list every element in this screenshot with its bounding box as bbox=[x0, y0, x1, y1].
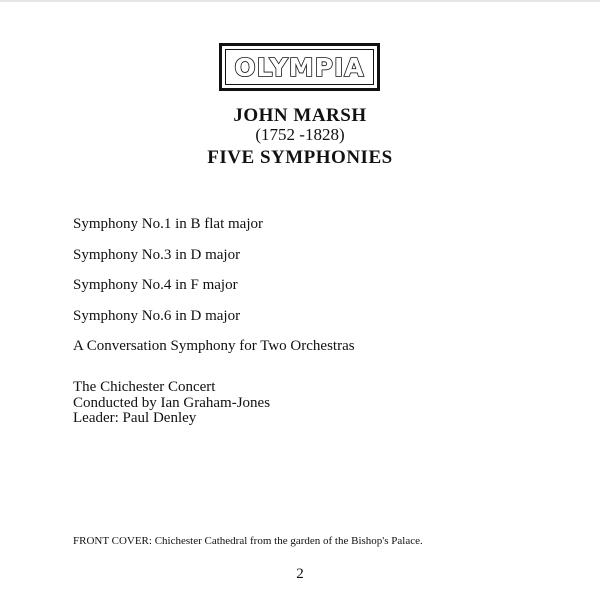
leader-credit: Leader: Paul Denley bbox=[73, 410, 197, 426]
page-number: 2 bbox=[296, 566, 304, 582]
work-item: Symphony No.1 in B flat major bbox=[73, 216, 263, 232]
logo-text: OLYMPIA bbox=[234, 52, 365, 82]
ensemble-name: The Chichester Concert bbox=[73, 379, 216, 395]
work-item: Symphony No.6 in D major bbox=[73, 307, 241, 324]
front-cover-note bbox=[73, 535, 423, 547]
front-cover-text: Chichester Cathedral from the garden of the Bishop's Palace. bbox=[154, 535, 423, 547]
logo-inner-frame bbox=[225, 49, 374, 85]
performer-credits bbox=[73, 380, 270, 427]
album-title: FIVE SYMPHONIES bbox=[207, 147, 393, 168]
work-item: Symphony No.4 in F major bbox=[73, 277, 238, 293]
conductor-credit: Conducted by Ian Graham-Jones bbox=[73, 394, 271, 411]
composer-dates: (1752 -1828) bbox=[255, 125, 345, 144]
work-item: A Conversation Symphony for Two Orchestras bbox=[73, 338, 355, 354]
work-item: Symphony No.3 in D major bbox=[73, 246, 241, 263]
olympia-logo bbox=[219, 43, 380, 91]
front-cover-label: FRONT COVER: bbox=[73, 535, 152, 547]
composer-name: JOHN MARSH bbox=[233, 105, 367, 126]
page-edge bbox=[0, 0, 600, 2]
works-list bbox=[73, 212, 355, 365]
